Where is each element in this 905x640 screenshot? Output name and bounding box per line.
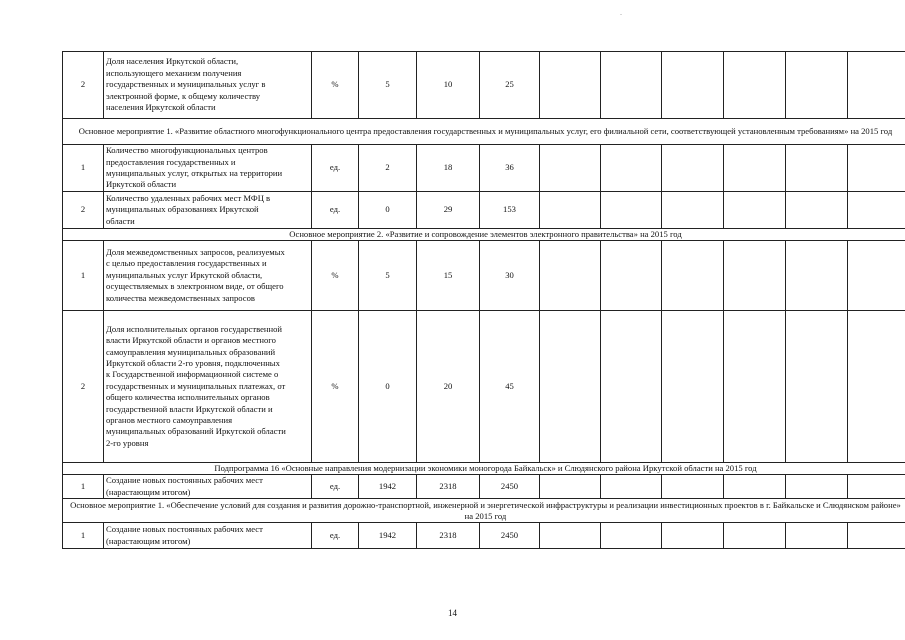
value-cell-2: 18	[417, 145, 480, 192]
empty-cell	[786, 475, 848, 499]
table-row	[63, 241, 905, 311]
corner-mark: .	[620, 8, 622, 17]
row-number: 2	[63, 52, 104, 119]
empty-cell	[540, 523, 601, 549]
empty-cell	[601, 523, 662, 549]
empty-cell	[786, 311, 848, 463]
indicator-name: Доля исполнительных органов государственной власти Иркутской области и органов местного самоуправления муниципальных образований Иркутской области 2-го уровня, подключенных к Государственной информационной системе о государственных и муниципальных платежах, от общего количества исполнительных органов государственной власти Иркутской области и органов местного самоуправления муниципальных образований Иркутской области 2-го уровня	[104, 311, 312, 463]
indicator-name: Количество многофункциональных центров предоставления государственных и муниципальных услуг, открытых на территории Иркутской области	[104, 145, 312, 192]
value-cell-2: 15	[417, 241, 480, 311]
empty-cell	[786, 145, 848, 192]
empty-cell	[662, 311, 724, 463]
empty-cell	[786, 192, 848, 229]
section-title: Подпрограмма 16 «Основные направления модернизации экономики моногорода Байкальск» и Слюдянского района Иркутской области на 2015 год	[63, 463, 905, 475]
indicator-name: Количество удаленных рабочих мест МФЦ в муниципальных образованиях Иркутской области	[104, 192, 312, 229]
empty-cell	[601, 145, 662, 192]
unit-cell: ед.	[312, 192, 359, 229]
row-number: 2	[63, 192, 104, 229]
empty-cell	[848, 311, 905, 463]
row-number: 1	[63, 241, 104, 311]
empty-cell	[724, 475, 786, 499]
empty-cell	[724, 52, 786, 119]
empty-cell	[724, 311, 786, 463]
empty-cell	[848, 475, 905, 499]
row-number: 1	[63, 475, 104, 499]
value-cell-2: 20	[417, 311, 480, 463]
value-cell-1: 1942	[359, 475, 417, 499]
section-row	[63, 463, 905, 475]
value-cell-3: 45	[480, 311, 540, 463]
empty-cell	[786, 523, 848, 549]
table-row	[63, 52, 905, 119]
table-row	[63, 475, 905, 499]
empty-cell	[601, 192, 662, 229]
empty-cell	[848, 523, 905, 549]
table-row	[63, 192, 905, 229]
unit-cell: ед.	[312, 145, 359, 192]
section-row	[63, 119, 905, 145]
empty-cell	[540, 145, 601, 192]
empty-cell	[724, 145, 786, 192]
value-cell-1: 5	[359, 52, 417, 119]
empty-cell	[601, 475, 662, 499]
empty-cell	[662, 192, 724, 229]
empty-cell	[848, 192, 905, 229]
value-cell-1: 5	[359, 241, 417, 311]
empty-cell	[724, 523, 786, 549]
row-number: 1	[63, 145, 104, 192]
section-title: Основное мероприятие 2. «Развитие и сопровождение элементов электронного правительства» на 2015 год	[63, 229, 905, 241]
empty-cell	[724, 241, 786, 311]
unit-cell: %	[312, 52, 359, 119]
empty-cell	[786, 52, 848, 119]
section-row	[63, 499, 905, 523]
value-cell-3: 153	[480, 192, 540, 229]
empty-cell	[662, 523, 724, 549]
empty-cell	[662, 52, 724, 119]
empty-cell	[540, 311, 601, 463]
value-cell-3: 36	[480, 145, 540, 192]
unit-cell: ед.	[312, 523, 359, 549]
empty-cell	[786, 241, 848, 311]
value-cell-1: 0	[359, 311, 417, 463]
empty-cell	[848, 52, 905, 119]
table-row	[63, 523, 905, 549]
row-number: 1	[63, 523, 104, 549]
value-cell-3: 30	[480, 241, 540, 311]
empty-cell	[662, 475, 724, 499]
indicator-name: Доля населения Иркутской области, использующего механизм получения государственных и муниципальных услуг в электронной форме, к общему количеству населения Иркутской области	[104, 52, 312, 119]
empty-cell	[662, 241, 724, 311]
empty-cell	[724, 192, 786, 229]
unit-cell: ед.	[312, 475, 359, 499]
table-row	[63, 145, 905, 192]
empty-cell	[848, 241, 905, 311]
empty-cell	[601, 241, 662, 311]
value-cell-2: 2318	[417, 523, 480, 549]
section-title: Основное мероприятие 1. «Развитие областного многофункционального центра предоставления государственных и муниципальных услуг, его филиальной сети, соответствующей установленным требованиям» на 2015 год	[63, 119, 905, 145]
value-cell-1: 0	[359, 192, 417, 229]
section-title: Основное мероприятие 1. «Обеспечение условий для создания и развития дорожно-транспортной, инженерной и энергетической инфраструктуры и реализации инвестиционных проектов в г. Байкальске и Слюдянском районе» на 2015 год	[63, 499, 905, 523]
value-cell-1: 1942	[359, 523, 417, 549]
table-row	[63, 311, 905, 463]
value-cell-2: 2318	[417, 475, 480, 499]
empty-cell	[601, 52, 662, 119]
indicator-name: Создание новых постоянных рабочих мест (нарастающим итогом)	[104, 475, 312, 499]
value-cell-2: 10	[417, 52, 480, 119]
empty-cell	[540, 52, 601, 119]
indicator-name: Доля межведомственных запросов, реализуемых с целью предоставления государственных и муниципальных услуг Иркутской области, осуществляемых в электронном виде, от общего количества межведомственных запросов	[104, 241, 312, 311]
empty-cell	[540, 192, 601, 229]
empty-cell	[540, 241, 601, 311]
indicator-name: Создание новых постоянных рабочих мест (нарастающим итогом)	[104, 523, 312, 549]
section-row	[63, 229, 905, 241]
unit-cell: %	[312, 241, 359, 311]
value-cell-3: 2450	[480, 523, 540, 549]
value-cell-2: 29	[417, 192, 480, 229]
row-number: 2	[63, 311, 104, 463]
indicators-table	[62, 51, 905, 549]
empty-cell	[848, 145, 905, 192]
unit-cell: %	[312, 311, 359, 463]
empty-cell	[662, 145, 724, 192]
empty-cell	[601, 311, 662, 463]
empty-cell	[540, 475, 601, 499]
value-cell-1: 2	[359, 145, 417, 192]
value-cell-3: 2450	[480, 475, 540, 499]
page-number: 14	[448, 608, 457, 618]
value-cell-3: 25	[480, 52, 540, 119]
